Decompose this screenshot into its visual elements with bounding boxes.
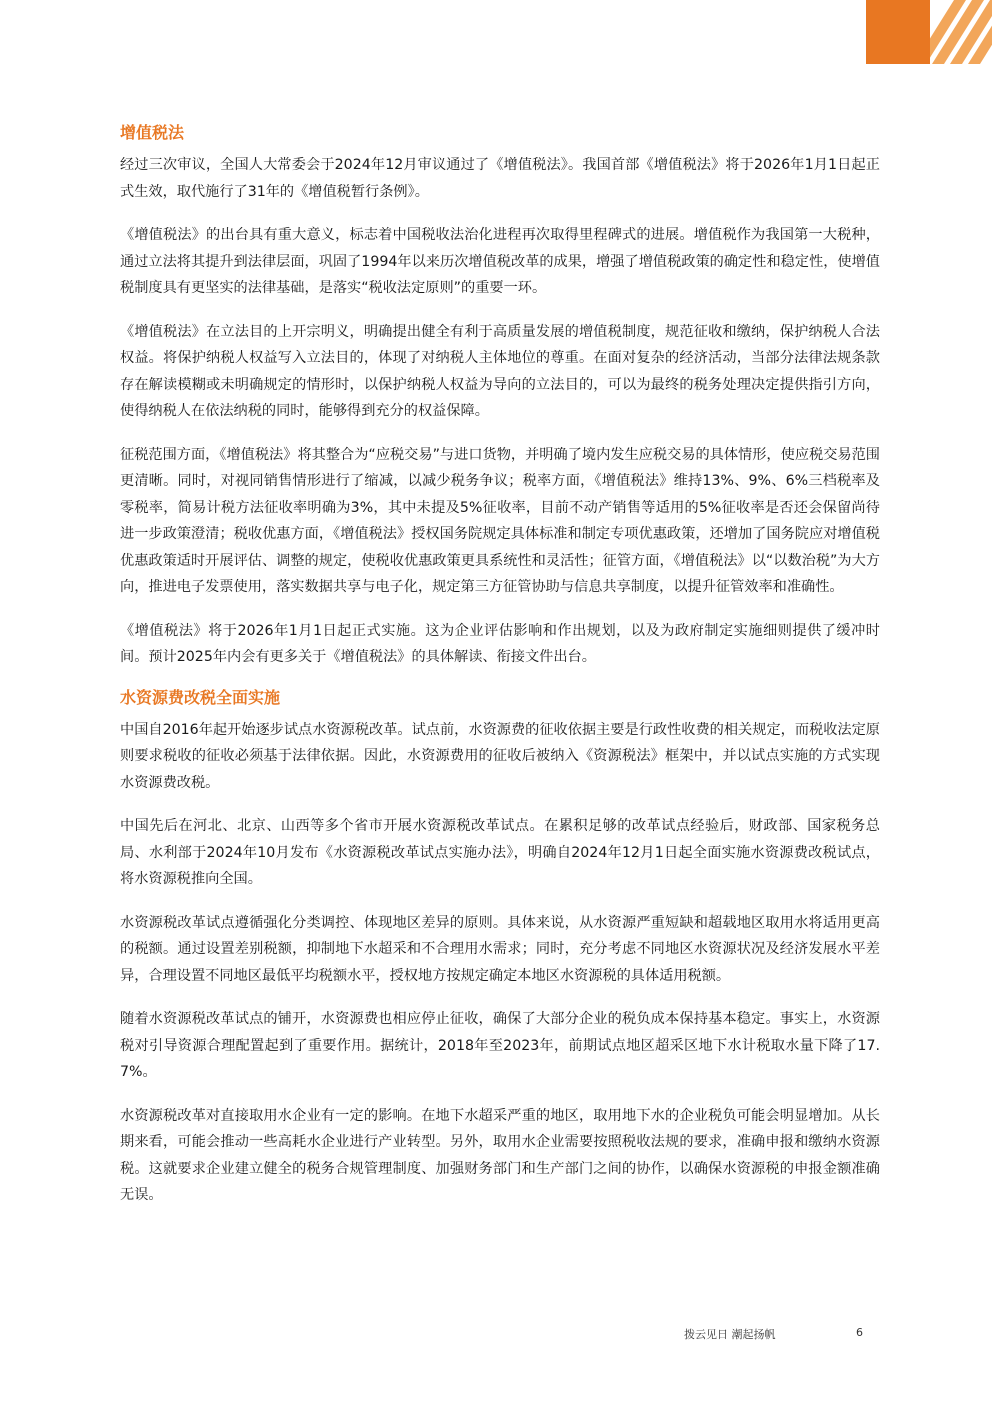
paragraph: 中国自2016年起开始逐步试点水资源税改革。试点前，水资源费的征收依据主要是行政性收费的相关规定，而税收法定原则要求税收的征收必须基于法律依据。因此，水资源费用的征收后被纳入《资源税法》框架中，并以试点实施的方式实现水资源费改税。 — [120, 721, 880, 791]
paragraph: 《增值税法》将于2026年1月1日起正式实施。这为企业评估影响和作出规划，以及为政府制定实施细则提供了缓冲时间。预计2025年内会有更多关于《增值税法》的具体解读、衔接文件出台。 — [120, 622, 880, 665]
section-heading-vat-law: 增值税法 — [120, 123, 185, 142]
page-content — [120, 120, 880, 1226]
page-footer — [0, 1326, 992, 1346]
paragraph: 征税范围方面，《增值税法》将其整合为“应税交易”与进口货物，并明确了境内发生应税交易的具体情形，使应税交易范围更清晰。同时，对视同销售情形进行了缩减，以减少税务争议；税率方面，《增值税法》维持13%、9%、6%三档税率及零税率，简易计税方法征收率明确为3%，其中未提及5%征收率，目前不动产销售等适用的5%征收率是否还会保留尚待进一步政策澄清；税收优惠方面，《增值税法》授权国务院规定具体标准和制定专项优惠政策，还增加了国务院应对增值税优惠政策适时开展评估、调整的规定，使税收优惠政策更具系统性和灵活性；征管方面，《增值税法》以“以数治税”为大方向，推进电子发票使用，落实数据共享与电子化，规定第三方征管协助与信息共享制度，以提升征管效率和准确性。 — [120, 446, 880, 595]
paragraph: 中国先后在河北、北京、山西等多个省市开展水资源税改革试点。在累积足够的改革试点经验后，财政部、国家税务总局、水利部于2024年10月发布《水资源税改革试点实施办法》，明确自2024年12月1日起全面实施水资源费改税试点，将水资源税推向全国。 — [120, 818, 880, 887]
paragraph: 经过三次审议，全国人大常委会于2024年12月审议通过了《增值税法》。我国首部《增值税法》将于2026年1月1日起正式生效，取代施行了31年的《增值税暂行条例》。 — [120, 157, 880, 200]
paragraph: 水资源税改革对直接取用水企业有一定的影响。在地下水超采严重的地区，取用地下水的企业税负可能会明显增加。从长期来看，可能会推动一些高耗水企业进行产业转型。另外，取用水企业需要按照税收法规的要求，准确申报和缴纳水资源税。这就要求企业建立健全的税务合规管理制度、加强财务部门和生产部门之间的协作，以确保水资源税的申报金额准确无误。 — [120, 1107, 880, 1203]
footer-tagline: 拨云见日 潮起扬帆 — [684, 1328, 776, 1341]
section-heading-water-resource-tax: 水资源费改税全面实施 — [120, 687, 281, 707]
page-number: 6 — [856, 1326, 863, 1339]
paragraph: 《增值税法》在立法目的上开宗明义，明确提出健全有利于高质量发展的增值税制度，规范征收和缴纳，保护纳税人合法权益。将保护纳税人权益写入立法目的，体现了对纳税人主体地位的尊重。在面对复杂的经济活动，当部分法律法规条款存在解读模糊或未明确规定的情形时，以保护纳税人权益为导向的立法目的，可以为最终的税务处理决定提供指引方向，使得纳税人在依法纳税的同时，能够得到充分的权益保障。 — [120, 323, 880, 419]
paragraph: 水资源税改革试点遵循强化分类调控、体现地区差异的原则。具体来说，从水资源严重短缺和超载地区取用水将适用更高的税额。通过设置差别税额，抑制地下水超采和不合理用水需求；同时，充分考虑不同地区水资源状况及经济发展水平差异，合理设置不同地区最低平均税额水平，授权地方按规定确定本地区水资源税的具体适用税额。 — [120, 914, 880, 984]
paragraph: 《增值税法》的出台具有重大意义，标志着中国税收法治化进程再次取得里程碑式的进展。增值税作为我国第一大税种，通过立法将其提升到法律层面，巩固了1994年以来历次增值税改革的成果，增强了增值税政策的确定性和稳定性，使增值税制度具有更坚实的法律基础，是落实“税收法定原则”的重要一环。 — [120, 227, 880, 296]
corner-stripe-decoration — [866, 0, 992, 64]
paragraph: 随着水资源税改革试点的铺开，水资源费也相应停止征收，确保了大部分企业的税负成本保持基本稳定。事实上，水资源税对引导资源合理配置起到了重要作用。据统计，2018年至2023年，前期试点地区超采区地下水计税取水量下降了17.7%。 — [120, 1011, 880, 1080]
